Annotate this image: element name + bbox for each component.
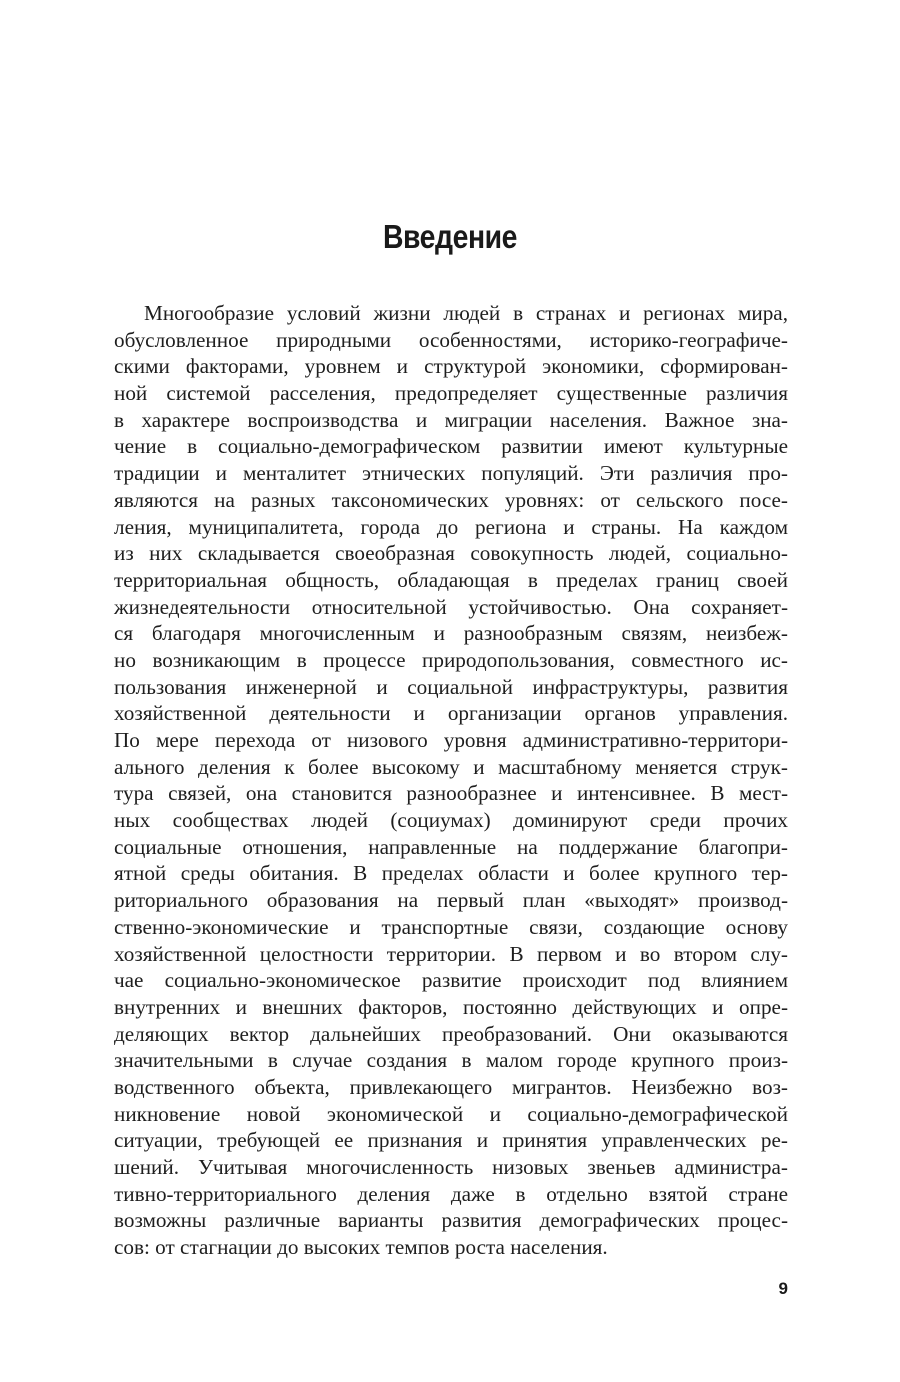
- paragraph-line: тивно-территориального деления даже в отдельно взятой стране: [114, 1181, 788, 1206]
- paragraph-line: деляющих вектор дальнейших преобразований. Они оказываются: [114, 1021, 788, 1046]
- paragraph-line: пользования инженерной и социальной инфраструктуры, развития: [114, 674, 788, 699]
- paragraph-line: никновение новой экономической и социально-демографической: [114, 1101, 788, 1126]
- chapter-title: Введение: [382, 218, 518, 255]
- paragraph-line: возможны различные варианты развития демографических процес-: [114, 1208, 788, 1233]
- paragraph-line: внутренних и внешних факторов, постоянно действующих и опре-: [114, 994, 788, 1019]
- paragraph-line: ального деления к более высокому и масштабному меняется струк-: [114, 754, 788, 779]
- paragraph-line: Многообразие условий жизни людей в странах и регионах мира,: [144, 301, 788, 325]
- paragraph-line: ной системой расселения, предопределяет существенные различия: [114, 381, 788, 406]
- body-paragraph: [114, 300, 788, 1261]
- paragraph-line: чение в социально-демографическом развитии имеют культурные: [114, 434, 788, 459]
- paragraph-line: хозяйственной целостности территории. В первом и во втором слу-: [114, 941, 788, 966]
- paragraph-line: ных сообществах людей (социумах) доминируют среди прочих: [114, 808, 788, 833]
- paragraph-line: традиции и менталитет этнических популяций. Эти различия про-: [114, 461, 788, 486]
- paragraph-line: ственно-экономические и транспортные связи, создающие основу: [114, 914, 788, 939]
- paragraph-line: риториального образования на первый план «выходят» производ-: [114, 888, 788, 913]
- paragraph-line: шений. Учитывая многочисленность низовых звеньев администра-: [114, 1155, 788, 1179]
- paragraph-line: ятной среды обитания. В пределах области и более крупного тер-: [114, 861, 788, 886]
- paragraph-line: в характере воспроизводства и миграции населения. Важное зна-: [114, 407, 788, 432]
- paragraph-line: являются на разных таксономических уровнях: от сельского посе-: [114, 487, 788, 512]
- paragraph-line: скими факторами, уровнем и структурой экономики, сформирован-: [114, 354, 788, 379]
- paragraph-line: ся благодаря многочисленным и разнообразным связям, неизбеж-: [114, 621, 788, 646]
- paragraph-line: обусловленное природными особенностями, историко-географиче-: [114, 327, 788, 352]
- paragraph-line: хозяйственной деятельности и организации органов управления.: [114, 701, 788, 726]
- paragraph-line: сов: от стагнации до высоких темпов роста населения.: [114, 1235, 608, 1260]
- paragraph-line: По мере перехода от низового уровня административно-территори-: [114, 728, 788, 752]
- page-number: 9: [778, 1279, 788, 1298]
- paragraph-line: чае социально-экономическое развитие происходит под влиянием: [114, 968, 788, 993]
- paragraph-line: из них складывается своеобразная совокупность людей, социально-: [114, 541, 788, 566]
- paragraph-line: значительными в случае создания в малом городе крупного произ-: [114, 1048, 788, 1073]
- paragraph-line: но возникающим в процессе природопользования, совместного ис-: [114, 647, 788, 672]
- paragraph-line: ления, муниципалитета, города до региона и страны. На каждом: [114, 514, 788, 539]
- paragraph-line: социальные отношения, направленные на поддержание благопри-: [114, 834, 788, 859]
- paragraph-line: водственного объекта, привлекающего мигрантов. Неизбежно воз-: [114, 1074, 788, 1099]
- paragraph-line: территориальная общность, обладающая в пределах границ своей: [114, 567, 788, 592]
- paragraph-line: тура связей, она становится разнообразнее и интенсивнее. В мест-: [114, 781, 788, 806]
- paragraph-line: жизнедеятельности относительной устойчивостью. Она сохраняет-: [114, 594, 788, 619]
- paragraph-line: ситуации, требующей ее признания и принятия управленческих ре-: [114, 1128, 788, 1153]
